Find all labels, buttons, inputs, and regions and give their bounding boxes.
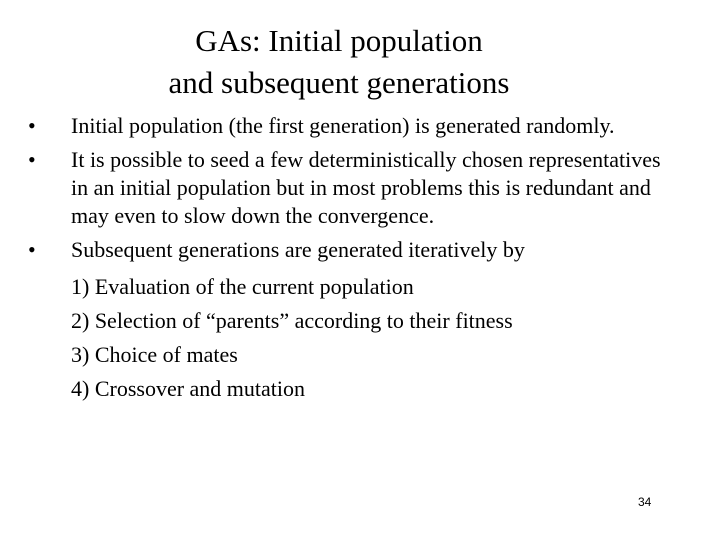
bullet-text: Initial population (the first generation) is generated randomly. bbox=[71, 113, 615, 138]
step-item: 2) Selection of “parents” according to their fitness bbox=[71, 308, 513, 333]
bullet-item bbox=[28, 236, 668, 264]
bullet-item bbox=[28, 112, 668, 140]
bullet-marker: • bbox=[28, 237, 36, 262]
step-item: 3) Choice of mates bbox=[71, 342, 238, 367]
bullet-text: It is possible to seed a few deterministically chosen representatives in an initial population but in most problems this is redundant and may even to slow down the convergence. bbox=[71, 147, 661, 228]
bullet-marker: • bbox=[28, 147, 36, 172]
step-item: 1) Evaluation of the current population bbox=[71, 274, 414, 299]
page-number: 34 bbox=[638, 495, 652, 509]
bullet-marker: • bbox=[28, 113, 36, 138]
bullet-item bbox=[28, 146, 668, 230]
step-list bbox=[28, 270, 668, 406]
bullet-text: Subsequent generations are generated iteratively by bbox=[71, 237, 525, 262]
slide-title-line-1: GAs: Initial population bbox=[195, 23, 483, 58]
slide-body bbox=[28, 112, 668, 406]
slide-title bbox=[0, 20, 678, 104]
slide-title-line-2: and subsequent generations bbox=[168, 65, 510, 100]
step-item: 4) Crossover and mutation bbox=[71, 376, 306, 401]
